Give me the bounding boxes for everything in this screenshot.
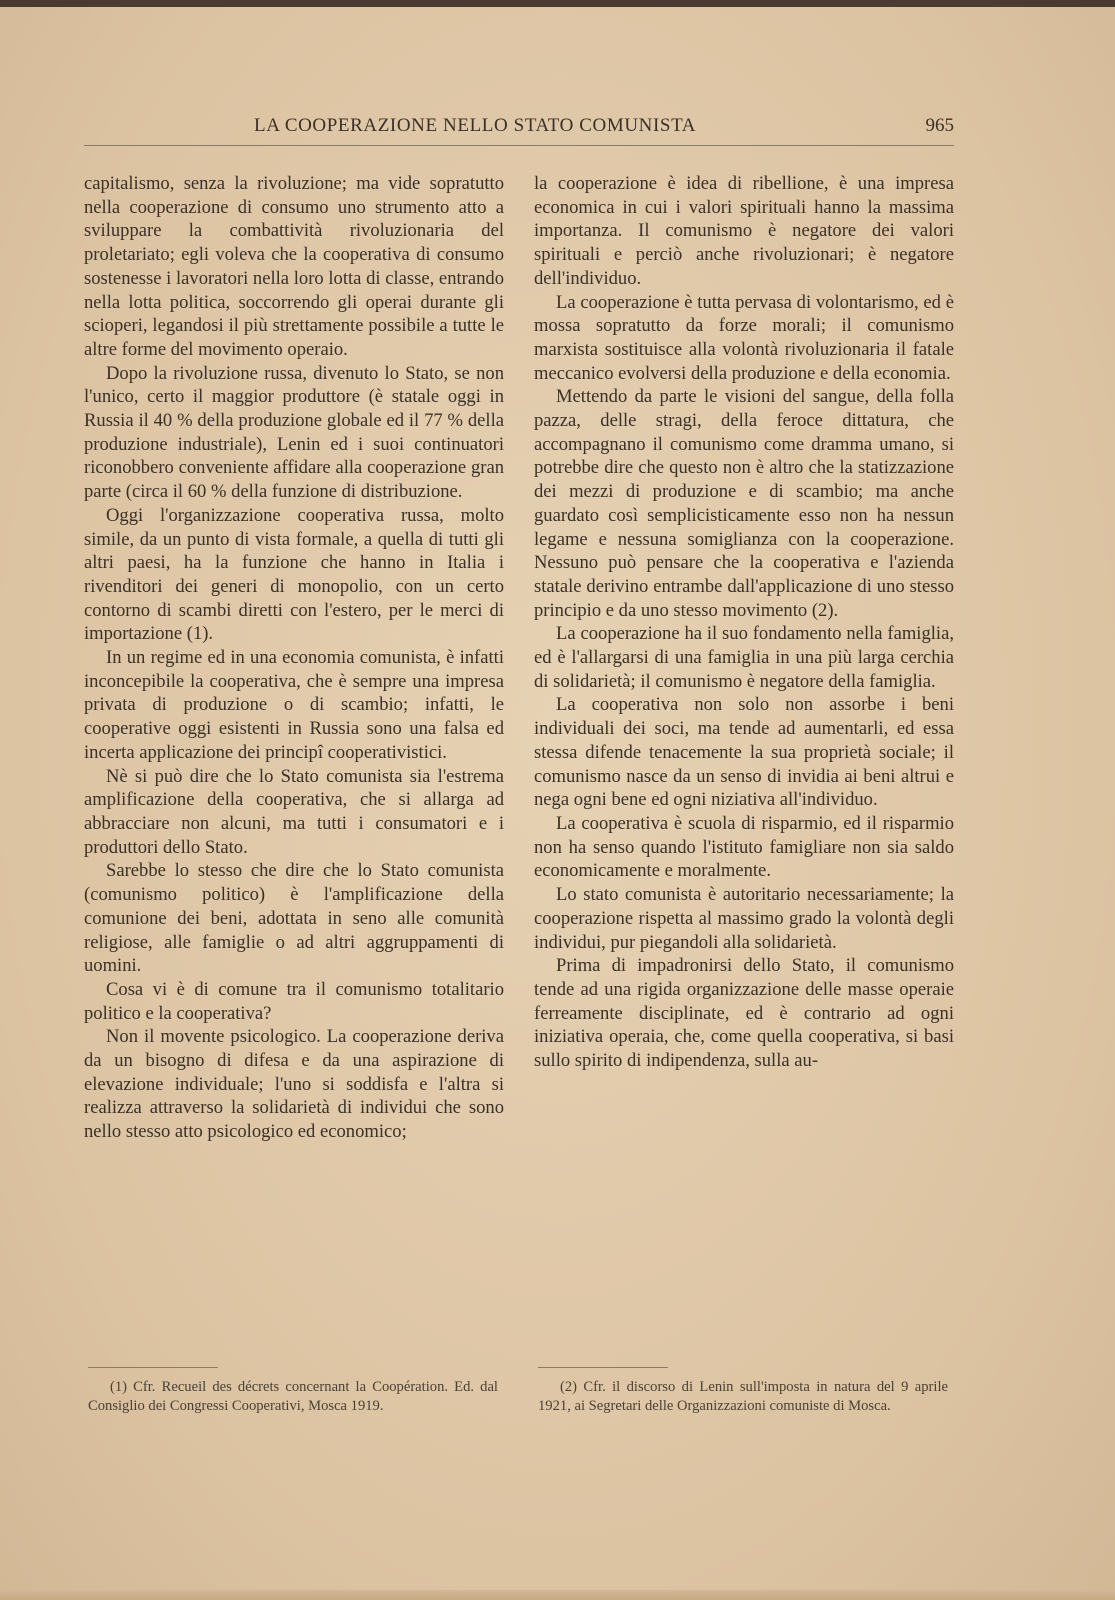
footnote-right [538, 1378, 948, 1416]
paragraph: Prima di impadronirsi dello Stato, il comunismo tende ad una rigida organizzazione delle masse operaie ferreamente disciplinate, ed è contrario ad ogni iniziativa operaia, che, come quella cooperativa, si basi sullo spirito di indipendenza, sulla au- [534, 955, 954, 1072]
paragraph: La cooperazione ha il suo fondamento nella famiglia, ed è l'allargarsi di una famiglia in una più larga cerchia di solidarietà; il comunismo è negatore della famiglia. [534, 623, 954, 692]
paragraph: Lo stato comunista è autoritario necessariamente; la cooperazione rispetta al massimo grado la volontà degli individui, pur piegandoli alla solidarietà. [534, 884, 954, 953]
paragraph: Cosa vi è di comune tra il comunismo totalitario politico e la cooperativa? [84, 978, 504, 1024]
paragraph: Non il movente psicologico. La cooperazione deriva da un bisogno di difesa e da una aspirazione di elevazione individuale; l'uno si soddisfa e l'altra si realizza attraverso la solidarietà di individui che sono nello stesso atto psicologico ed economico; [84, 1026, 504, 1143]
footnote-rule-right [538, 1367, 668, 1368]
paragraph: capitalismo, senza la rivoluzione; ma vide sopratutto nella cooperazione di consumo uno strumento atto a sviluppare la combattività rivoluzionaria del proletariato; egli voleva che la cooperativa di consumo sostenesse i lavoratori nella loro lotta di classe, entrando nella lotta politica, soccorrendo gli operai durante gli scioperi, legandosi il più strettamente possibile a tutte le altre forme del movimento operaio. [84, 173, 504, 360]
paragraph: La cooperativa è scuola di risparmio, ed il risparmio non ha senso quando l'istituto famigliare non sia saldo economicamente e moralmente. [534, 812, 954, 882]
paragraph: Sarebbe lo stesso che dire che lo Stato comunista (comunismo politico) è l'amplificazione della comunione dei beni, adottata in seno alle comunità religiose, alle famiglie o ad altri aggruppamenti di uomini. [84, 860, 504, 977]
footnote-text: (2) Cfr. il discorso di Lenin sull'imposta in natura del 9 aprile 1921, ai Segretari delle Organizzazioni comuniste di Mosca. [538, 1379, 948, 1414]
paragraph: Mettendo da parte le visioni del sangue, della folla pazza, delle stragi, della feroce dittatura, che accompagnano il comunismo come dramma umano, si potrebbe dire che questo non è altro che la statizzazione dei mezzi di produzione e di scambio; ma anche guardato così semplicisticamente esso non ha nessun legame e nessuna somiglianza con la cooperazione. Nessuno può pensare che la cooperativa e l'azienda statale derivino entrambe dall'applicazione di uno stesso principio e da uno stesso movimento (2). [534, 386, 954, 621]
page-number: 965 [925, 115, 954, 136]
left-column [84, 172, 504, 1144]
paragraph: Nè si può dire che lo Stato comunista sia l'estrema amplificazione della cooperativa, che si allarga ad abbracciare non alcuni, ma tutti i consumatori e i produttori dello Stato. [84, 765, 504, 858]
page-header [84, 115, 954, 146]
paragraph: la cooperazione è idea di ribellione, è una impresa economica in cui i valori spirituali hanno la massima importanza. Il comunismo è negatore dei valori spirituali e perciò anche rivoluzionari; è negatore dell'individuo. [534, 173, 954, 289]
footnote-left [88, 1378, 498, 1416]
right-column [534, 172, 954, 1073]
running-title: LA COOPERAZIONE NELLO STATO COMUNISTA [254, 115, 697, 136]
bottom-edge-band [0, 1590, 1115, 1600]
paragraph: Dopo la rivoluzione russa, divenuto lo Stato, se non l'unico, certo il maggior produttore (è statale oggi in Russia il 40 % della produzione globale ed il 77 % della produzione industriale), Lenin ed i suoi continuatori riconobbero conveniente affidare alla cooperazione gran parte (circa il 60 % della funzione di distribuzione. [84, 362, 504, 503]
paragraph: Oggi l'organizzazione cooperativa russa, molto simile, da un punto di vista formale, a quella di tutti gli altri paesi, ha la funzione che hanno in Italia i rivenditori dei generi di monopolio, con un certo contorno di scambi diretti con l'estero, per le merci di importazione (1). [84, 504, 504, 645]
top-edge-band [0, 0, 1115, 7]
footnote-rule-left [88, 1367, 218, 1368]
paragraph: La cooperazione è tutta pervasa di volontarismo, ed è mossa sopratutto da forze morali; il comunismo marxista sostituisce alla volontà rivoluzionaria il fatale meccanico evolversi della produzione e della economia. [534, 291, 954, 384]
paragraph: In un regime ed in una economia comunista, è infatti inconcepibile la cooperativa, che è sempre una impresa privata di produzione o di scambio; infatti, le cooperative oggi esistenti in Russia sono una falsa ed incerta applicazione dei principî cooperativistici. [84, 647, 504, 763]
footnote-text: (1) Cfr. Recueil des décrets concernant la Coopération. Ed. dal Consiglio dei Congressi Cooperativi, Mosca 1919. [88, 1379, 498, 1414]
paragraph: La cooperativa non solo non assorbe i beni individuali dei soci, ma tende ad aumentarli, ed essa stessa difende tenacemente la sua proprietà sociale; il comunismo nasce da un senso di invidia ai beni altrui e nega ogni bene ed ogni niziativa all'individuo. [534, 694, 954, 811]
